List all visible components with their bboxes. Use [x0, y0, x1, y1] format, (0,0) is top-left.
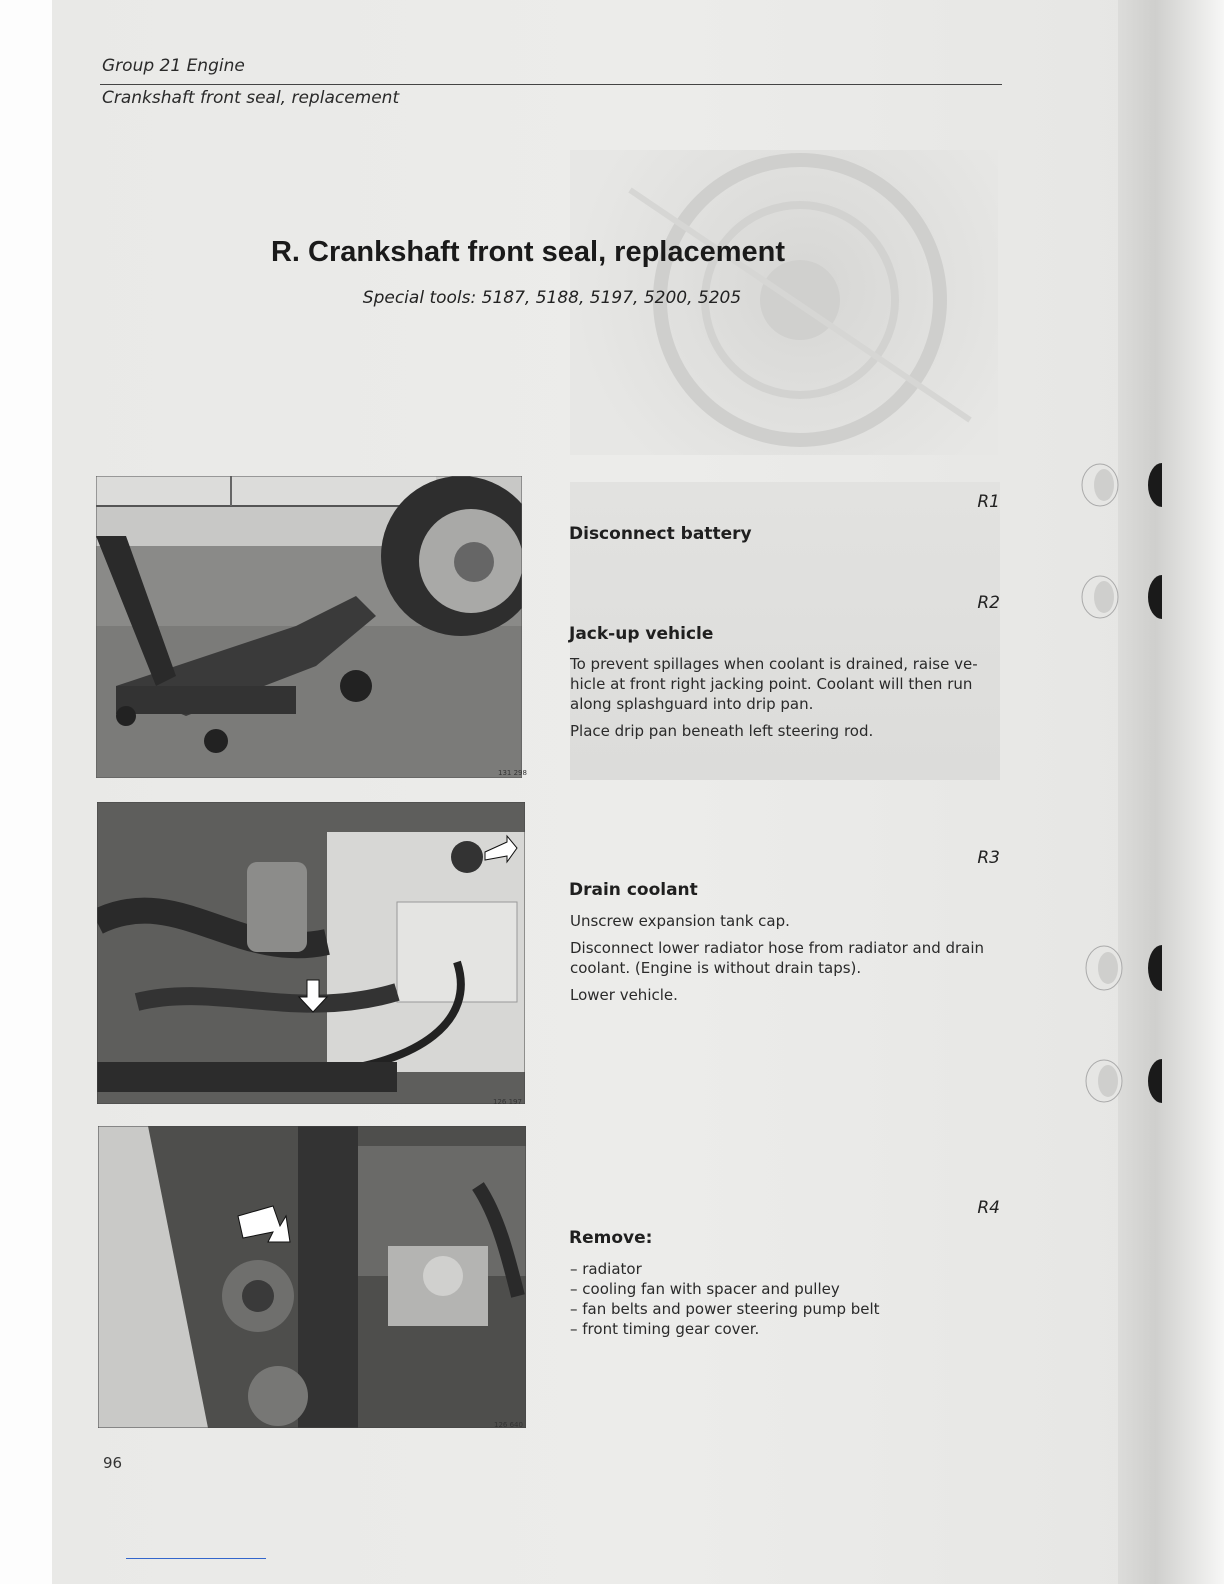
step-text-line: To prevent spillages when coolant is drained, raise ve- [570, 655, 978, 673]
binder-tab-icon [1136, 1058, 1162, 1104]
scan-right-edge [1118, 0, 1224, 1584]
list-item: – front timing gear cover. [570, 1320, 760, 1338]
header-section-subtitle: Crankshaft front seal, replacement [102, 88, 400, 108]
header-group-title: Group 21 Engine [102, 56, 245, 76]
binder-tab-icon [1136, 944, 1162, 992]
step-text-line: coolant. (Engine is without drain taps). [570, 959, 862, 977]
step-label-r3: R3 [977, 848, 1000, 868]
engine-front-cover-photo [98, 1126, 526, 1428]
list-item: – radiator [570, 1260, 642, 1278]
step-title-r2: Jack-up vehicle [569, 624, 714, 644]
step-title-r1: Disconnect battery [569, 524, 752, 544]
step-text-line: Lower vehicle. [570, 986, 678, 1004]
binder-tab-icon [1136, 574, 1162, 620]
photo-code-2: 126 197 [493, 1098, 522, 1106]
step-label-r2: R2 [977, 593, 1000, 613]
photo-code-1: 131 298 [498, 769, 527, 777]
step-text-r3 [570, 911, 1002, 1005]
page-title: R. Crankshaft front seal, replacement [270, 236, 786, 268]
step-text-r2 [570, 654, 1002, 741]
binder-ring-icon [1080, 944, 1128, 992]
step-text-line: Place drip pan beneath left steering rod. [570, 722, 874, 740]
header-divider [100, 84, 1002, 85]
bottom-link-underline [126, 1558, 266, 1559]
binder-ring-icon [1080, 1058, 1128, 1104]
binder-tab-icon [1136, 462, 1162, 508]
step-text-r4 [570, 1259, 1002, 1339]
step-label-r1: R1 [977, 492, 1000, 512]
removal-list [570, 1259, 1002, 1339]
jack-vehicle-photo [96, 476, 522, 778]
binder-ring-icon [1076, 462, 1124, 508]
list-item: – fan belts and power steering pump belt [570, 1300, 880, 1318]
engine-bay-coolant-photo [97, 802, 525, 1104]
step-text-line: Unscrew expansion tank cap. [570, 912, 790, 930]
special-tools-line: Special tools: 5187, 5188, 5197, 5200, 5205 [362, 288, 742, 308]
list-item: – cooling fan with spacer and pulley [570, 1280, 840, 1298]
step-text-line: along splashguard into drip pan. [570, 695, 814, 713]
page-number: 96 [103, 1454, 123, 1472]
step-text-line: hicle at front right jacking point. Coolant will then run [570, 675, 973, 693]
binder-ring-icon [1076, 574, 1124, 620]
photo-code-3: 126 640 [494, 1421, 523, 1429]
step-label-r4: R4 [977, 1198, 1000, 1218]
step-title-r4: Remove: [569, 1228, 653, 1248]
step-text-line: Disconnect lower radiator hose from radiator and drain [570, 939, 985, 957]
step-title-r3: Drain coolant [569, 880, 698, 900]
